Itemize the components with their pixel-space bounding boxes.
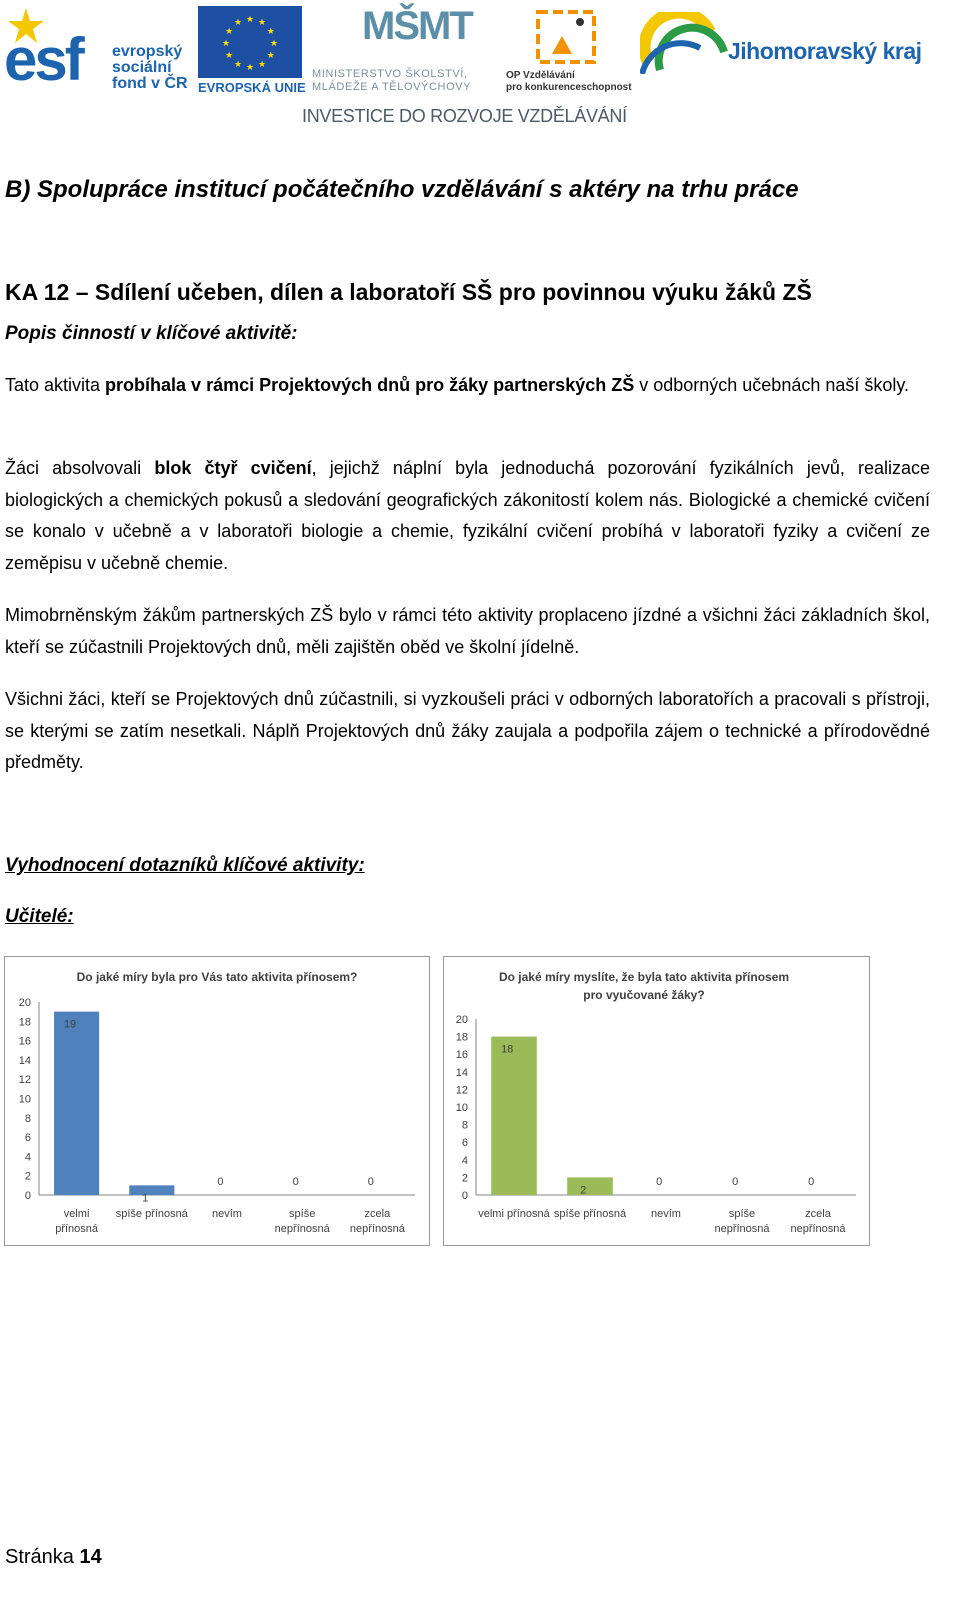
chart-1-y-tick: 14 bbox=[18, 1054, 31, 1067]
chart-2-title: Do jaké míry myslíte, že byla tato aktivita přínosem bbox=[498, 970, 790, 984]
chart-1-data-label: 1 bbox=[142, 1192, 149, 1205]
chart-2-title: pro vyučované žáky? bbox=[583, 988, 705, 1002]
paragraph-2: Žáci absolvovali blok čtyř cvičení, jejichž náplní byla jednoduchá pozorování fyzikálních jevů, realizace biologických a chemických pokusů a sledování geografických zákonitostí kolem nás. Biologické a chemické cvičení se konalo v učebně a v laboratoři biologie a chemie, fyzikální cvičení probíhá v laboratoři fyziky a cvičení ze zeměpisu v učebně chemie. bbox=[5, 458, 931, 573]
chart-2-y-tick: 0 bbox=[461, 1190, 468, 1202]
chart-2-y-tick: 18 bbox=[455, 1031, 468, 1044]
chart-1-data-label: 0 bbox=[217, 1176, 224, 1188]
chart-1-y-tick: 10 bbox=[18, 1093, 31, 1106]
op-logo-text: OP Vzdělávání pro konkurenceschopnost bbox=[506, 70, 632, 93]
esf-logo: esf bbox=[4, 26, 82, 93]
msmt-logo-text: MINISTERSTVO ŠKOLSTVÍ, MLÁDEŽE A TĚLOVÝCHOVY bbox=[312, 68, 472, 93]
header-logos bbox=[0, 0, 960, 135]
chart-2-category-label: spíše bbox=[728, 1208, 756, 1220]
chart-2-y-tick: 10 bbox=[455, 1102, 468, 1114]
esf-stars-icon bbox=[6, 6, 46, 46]
chart-1-category-label: nevím bbox=[212, 1208, 242, 1220]
page-footer: Stránka 14 bbox=[5, 1546, 102, 1568]
chart-2-y-tick: 8 bbox=[461, 1119, 468, 1132]
paragraph-3: Mimobrněnským žákům partnerských ZŠ bylo v rámci této aktivity proplaceno jízdné a všichni žáci základních škol, kteří se zúčastnili Projektových dnů, měli zajištěn oběd ve školní jídelně. bbox=[5, 605, 930, 657]
chart-2-y-tick: 4 bbox=[461, 1154, 468, 1167]
chart-2-data-label: 0 bbox=[808, 1176, 815, 1188]
section-title: B) Spolupráce institucí počátečního vzdělávání s aktéry na trhu práce bbox=[5, 176, 799, 203]
chart-2-y-tick: 16 bbox=[455, 1049, 468, 1062]
ucitele-heading: Učitelé: bbox=[5, 906, 74, 927]
svg-text:★: ★ bbox=[245, 62, 255, 72]
chart-2-data-label: 18 bbox=[501, 1043, 514, 1056]
chart-2-category-label: nepřínosná bbox=[790, 1223, 846, 1235]
chart-2-y-tick: 6 bbox=[461, 1137, 468, 1150]
chart-2-y-tick: 12 bbox=[455, 1084, 468, 1097]
chart-1-y-tick: 20 bbox=[18, 997, 31, 1009]
chart-1-data-label: 19 bbox=[63, 1018, 77, 1031]
paragraph-4: Všichni žáci, kteří se Projektových dnů zúčastnili, si vyzkoušeli práci v odborných laboratořích a pracovali s přístroji, se kterými se zatím nesetkali. Náplň Projektových dnů žáky zaujala a podpořila zájem o technické a přírodovědné předměty. bbox=[5, 689, 930, 772]
svg-text:★: ★ bbox=[257, 58, 267, 69]
chart-1-title: Do jaké míry byla pro Vás tato aktivita přínosem? bbox=[76, 970, 358, 984]
investice-slogan: INVESTICE DO ROZVOJE VZDĚLÁVÁNÍ bbox=[302, 106, 627, 126]
svg-text:★: ★ bbox=[266, 26, 275, 36]
op-logo-icon bbox=[532, 8, 600, 70]
svg-text:★: ★ bbox=[245, 14, 255, 24]
chart-1-y-tick: 8 bbox=[24, 1112, 31, 1125]
chart-2-y-tick: 14 bbox=[455, 1066, 468, 1079]
chart-1-category-label: zcela bbox=[364, 1208, 391, 1220]
chart-1-bar bbox=[129, 1185, 174, 1195]
chart-2-bar bbox=[567, 1177, 613, 1195]
chart-1-y-tick: 2 bbox=[24, 1170, 31, 1183]
msmt-logo: MŠMT bbox=[362, 4, 472, 48]
chart-2-category-label: nepřínosná bbox=[714, 1223, 770, 1235]
chart-2-category-label: nevím bbox=[651, 1208, 681, 1220]
ka-title: KA 12 – Sdílení učeben, dílen a laboratoří SŠ pro povinnou výuku žáků ZŠ bbox=[5, 279, 812, 305]
esf-logo-text: evropský sociální fond v ČR bbox=[112, 43, 188, 92]
chart-2-svg bbox=[444, 957, 869, 1245]
chart-1-bar bbox=[54, 1012, 99, 1195]
chart-2-bar bbox=[491, 1037, 537, 1195]
chart-2-y-tick: 2 bbox=[461, 1172, 468, 1185]
chart-1-data-label: 0 bbox=[292, 1176, 299, 1188]
svg-text:★: ★ bbox=[269, 38, 279, 48]
chart-1-y-tick: 12 bbox=[18, 1074, 31, 1087]
chart-1-y-tick: 6 bbox=[24, 1132, 31, 1145]
chart-1 bbox=[4, 956, 430, 1246]
chart-1-category-label: velmi bbox=[63, 1208, 90, 1220]
popis-heading: Popis činností v klíčové aktivitě: bbox=[5, 323, 298, 344]
chart-1-y-tick: 16 bbox=[18, 1035, 31, 1048]
chart-1-category-label: nepřínosná bbox=[349, 1223, 405, 1235]
svg-text:★: ★ bbox=[225, 26, 234, 36]
svg-text:★: ★ bbox=[233, 58, 243, 69]
svg-text:★: ★ bbox=[233, 17, 243, 28]
svg-text:★: ★ bbox=[266, 50, 275, 60]
chart-1-category-label: spíše bbox=[289, 1208, 316, 1220]
jihomoravsky-kraj-text: Jihomoravský kraj bbox=[728, 38, 922, 64]
chart-1-y-tick: 0 bbox=[24, 1190, 31, 1202]
eu-logo-text: EVROPSKÁ UNIE bbox=[198, 80, 306, 95]
chart-2-category-label: spíše přínosná bbox=[553, 1208, 627, 1220]
chart-2 bbox=[443, 956, 870, 1246]
chart-1-category-label: spíše přínosná bbox=[115, 1208, 188, 1220]
chart-2-y-tick: 20 bbox=[455, 1014, 468, 1026]
chart-1-data-label: 0 bbox=[367, 1176, 374, 1188]
chart-1-y-tick: 4 bbox=[24, 1151, 31, 1164]
chart-1-svg bbox=[5, 957, 429, 1245]
vyhodnoceni-heading: Vyhodnocení dotazníků klíčové aktivity: bbox=[5, 855, 365, 876]
chart-1-category-label: přínosná bbox=[55, 1223, 99, 1235]
svg-text:★: ★ bbox=[257, 17, 267, 28]
chart-2-data-label: 0 bbox=[732, 1176, 739, 1188]
paragraph-1: Tato aktivita probíhala v rámci Projektových dnů pro žáky partnerských ZŠ v odborných učebnách naší školy. bbox=[5, 375, 910, 395]
chart-1-category-label: nepřínosná bbox=[274, 1223, 330, 1235]
eu-flag-icon bbox=[198, 6, 302, 78]
chart-2-category-label: velmi přínosná bbox=[478, 1208, 550, 1220]
chart-2-category-label: zcela bbox=[805, 1208, 831, 1220]
page-number: 14 bbox=[79, 1546, 102, 1568]
chart-2-data-label: 0 bbox=[656, 1176, 663, 1188]
svg-text:★: ★ bbox=[221, 38, 231, 48]
chart-2-data-label: 2 bbox=[580, 1184, 587, 1197]
jihomoravsky-kraj-logo-icon bbox=[640, 12, 728, 74]
svg-text:★: ★ bbox=[225, 50, 234, 60]
chart-1-y-tick: 18 bbox=[18, 1016, 31, 1029]
